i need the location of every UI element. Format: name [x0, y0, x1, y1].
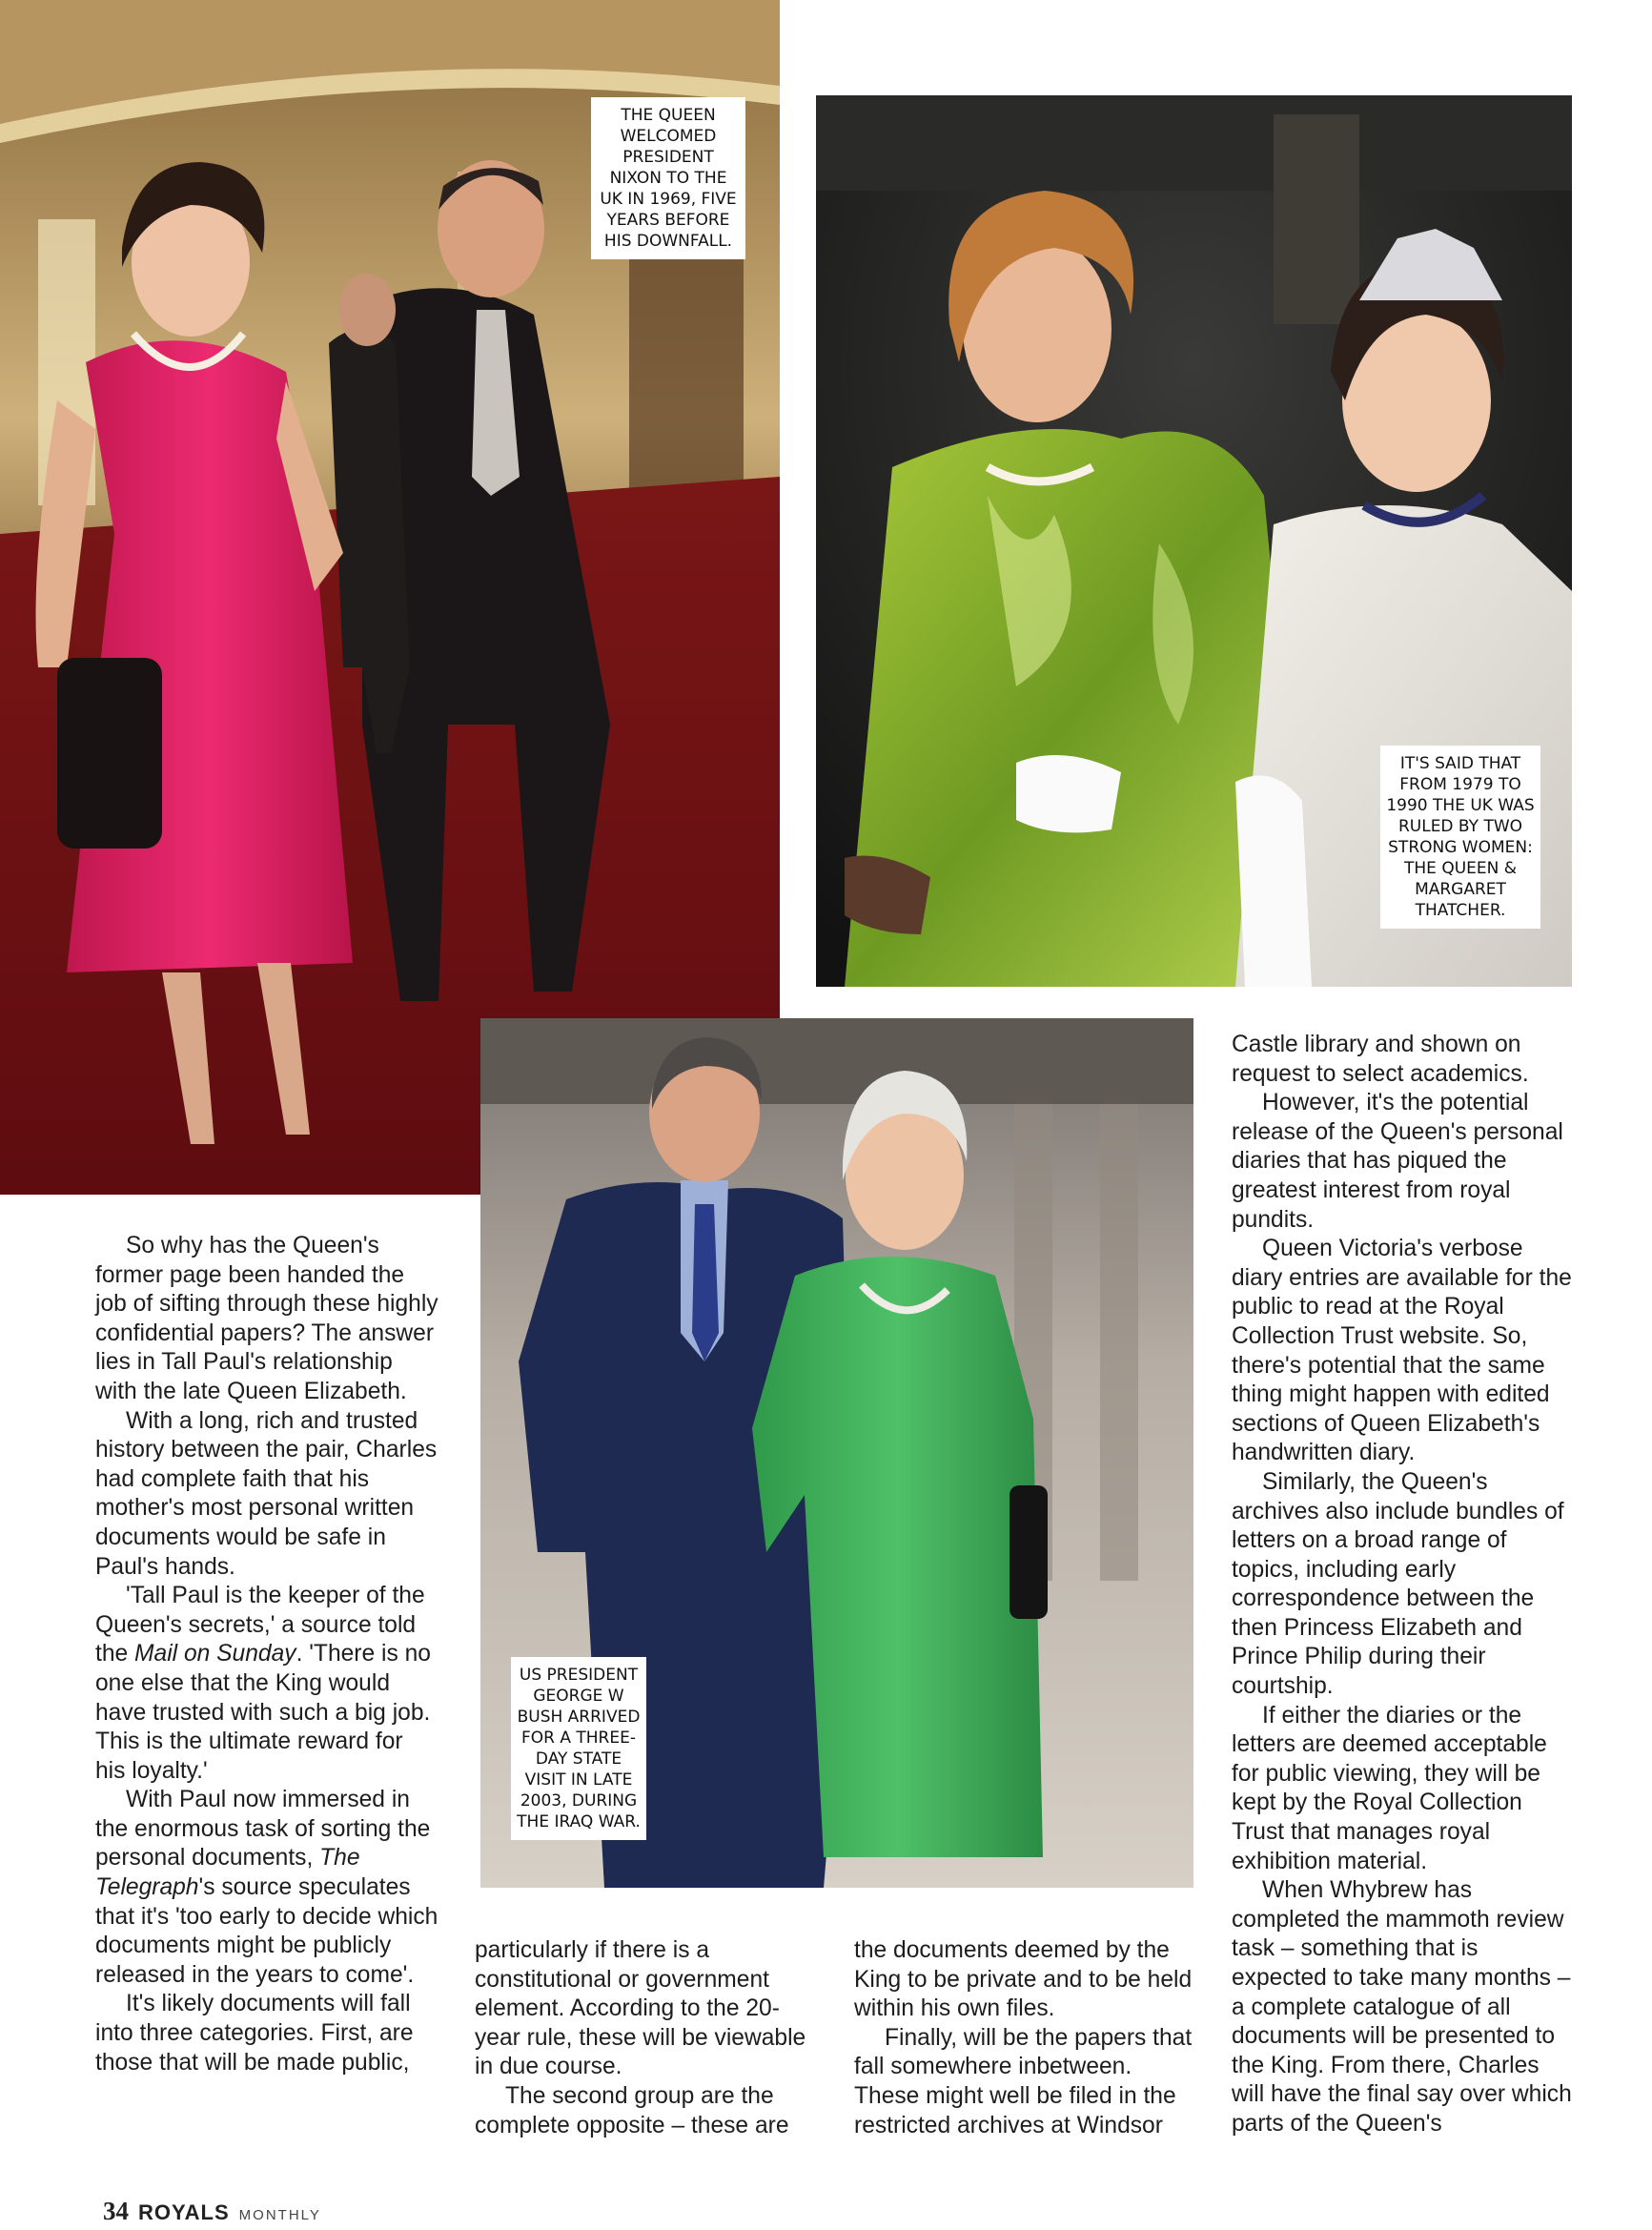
- publication-name: The Telegraph: [95, 1845, 360, 1901]
- magazine-subtitle: MONTHLY: [238, 2207, 321, 2223]
- article-paragraph: Queen Victoria's verbose diary entries are available for the public to read at the Royal Collection Trust website. So, there's potential that the same thing might happen with edited sections of Queen Elizabeth's handwritten diary.: [1232, 1236, 1572, 1466]
- article-paragraph: particularly if there is a constitutional or government element. According to the 20-year rule, these will be viewable in due course.: [475, 1937, 806, 2080]
- article-paragraph: With a long, rich and trusted history between the pair, Charles had complete faith that his mother's most personal written documents would be safe in Paul's hands.: [95, 1407, 438, 1580]
- article-paragraph: Similarly, the Queen's archives also include bundles of letters on a broad range of topics, including early correspondence between the then Princess Elizabeth and Prince Philip during their courtship.: [1232, 1468, 1564, 1700]
- article-column-4: [1232, 1031, 1577, 2139]
- paragraph-text: With Paul now immersed in the enormous task of sorting the personal documents,: [95, 1787, 431, 1872]
- article-paragraph: If either the diaries or the letters are deemed acceptable for public viewing, they will be kept by the Royal Collection Trust that manages royal exhibition material.: [1232, 1702, 1547, 1874]
- caption-bush-visit: US PRESIDENT GEORGE W BUSH ARRIVED FOR A THREE-DAY STATE VISIT IN LATE 2003, DURING THE IRAQ WAR.: [511, 1657, 646, 1840]
- article-paragraph: [95, 1786, 438, 1990]
- article-paragraph: When Whybrew has completed the mammoth review task – something that is expected to take many months – a complete catalogue of all documents will be presented to the King. From there, Charles will have the final say over which parts of the Queen's: [1232, 1877, 1572, 2137]
- article-column-3: [854, 1936, 1197, 2140]
- article-paragraph: So why has the Queen's former page been handed the job of sifting through these highly confidential papers? The answer lies in Tall Paul's relationship with the late Queen Elizabeth.: [95, 1233, 438, 1404]
- magazine-name: ROYALS: [138, 2200, 230, 2224]
- article-paragraph: Castle library and shown on request to select academics.: [1232, 1032, 1529, 1087]
- page-footer: [103, 2197, 321, 2226]
- publication-name: Mail on Sunday: [134, 1641, 296, 1667]
- article-column-2: [475, 1936, 818, 2140]
- caption-thatcher: IT'S SAID THAT FROM 1979 TO 1990 THE UK WAS RULED BY TWO STRONG WOMEN: THE QUEEN & MARGARET THATCHER.: [1380, 746, 1540, 929]
- article-paragraph: However, it's the potential release of the Queen's personal diaries that has piqued the greatest interest from royal pundits.: [1232, 1090, 1563, 1233]
- caption-nixon-visit: THE QUEEN WELCOMED PRESIDENT NIXON TO THE UK IN 1969, FIVE YEARS BEFORE HIS DOWNFALL.: [591, 97, 745, 259]
- paragraph-text: 's source speculates that it's 'too early to decide which documents might be publicly released in the years to come'.: [95, 1874, 438, 1988]
- page-number: 34: [103, 2197, 129, 2225]
- article-paragraph: [95, 1582, 438, 1786]
- article-paragraph: the documents deemed by the King to be private and to be held within his own files.: [854, 1937, 1193, 2022]
- article-column-1: [95, 1232, 438, 2077]
- paragraph-text: . 'There is no one else that the King would have trusted with such a big job. This is the ultimate reward for his loyalty.': [95, 1641, 431, 1784]
- paragraph-text: 'Tall Paul is the keeper of the Queen's secrets,' a source told the: [95, 1583, 425, 1667]
- article-paragraph: It's likely documents will fall into three categories. First, are those that will be made public,: [95, 1991, 414, 2076]
- article-paragraph: The second group are the complete opposite – these are: [475, 2082, 789, 2138]
- article-paragraph: Finally, will be the papers that fall somewhere inbetween. These might well be filed in the restricted archives at Windsor: [854, 2024, 1193, 2138]
